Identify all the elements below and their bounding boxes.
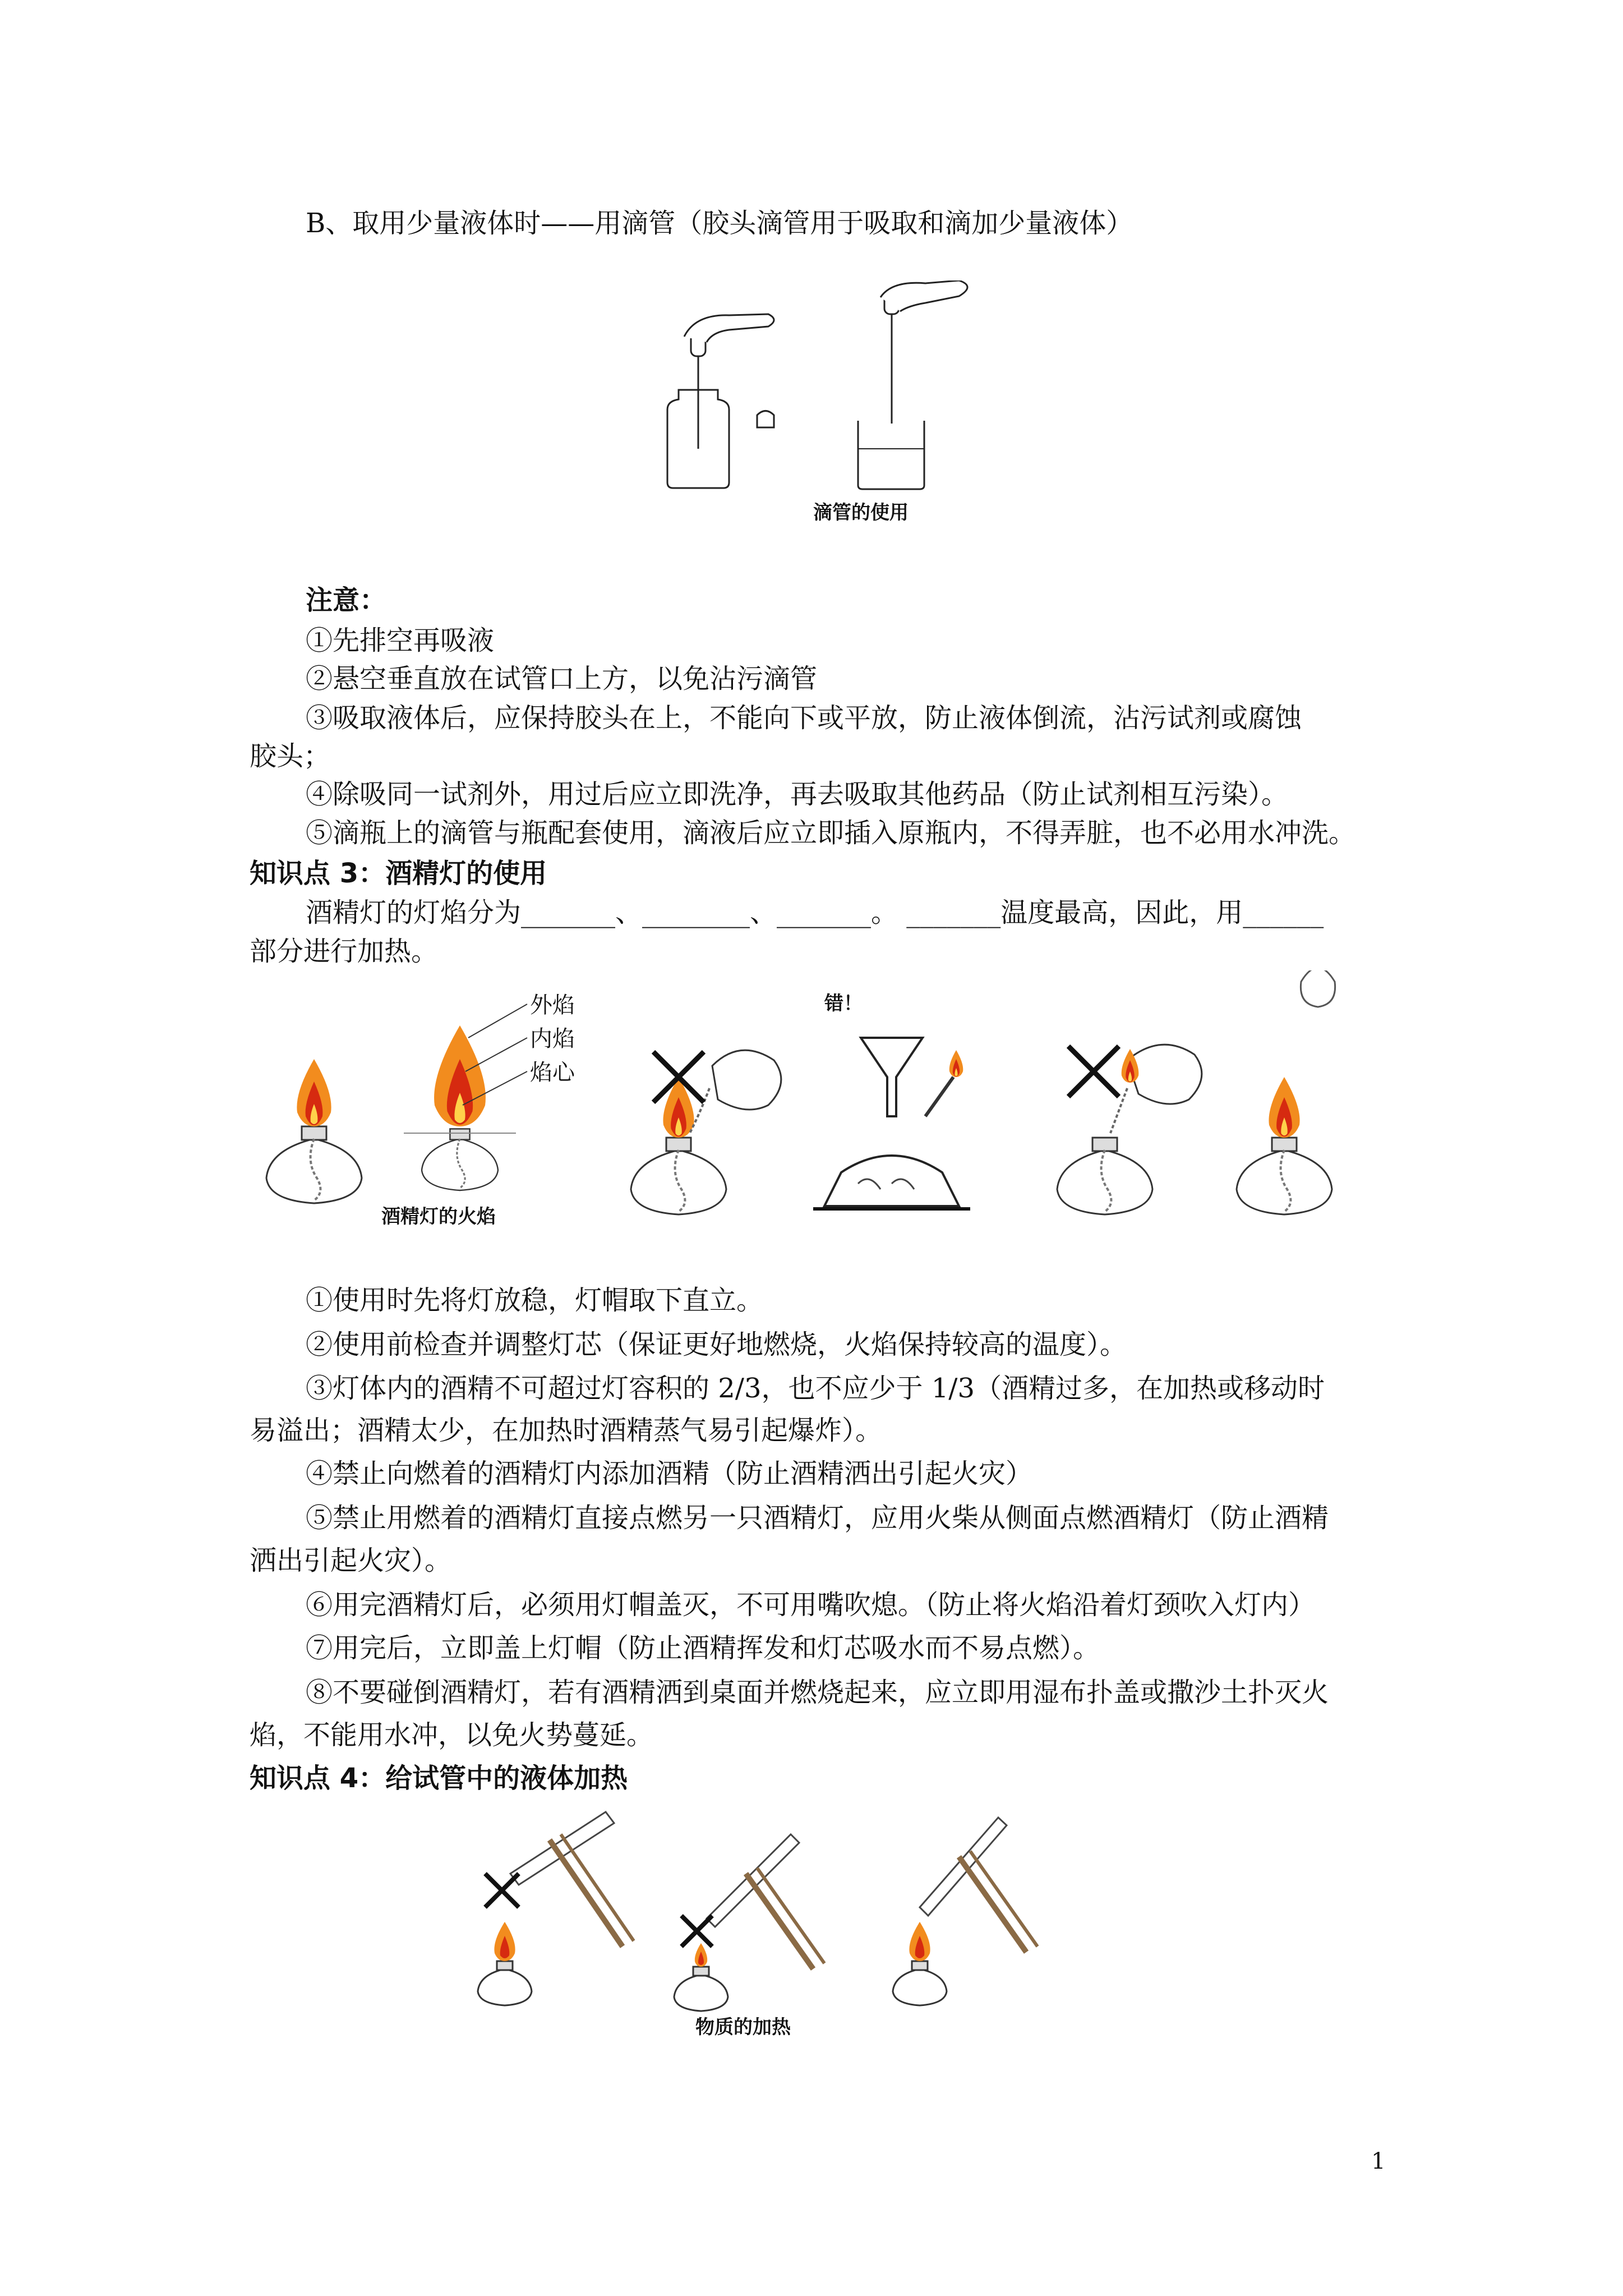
page-number: 1 (1371, 2148, 1386, 2174)
lamp-rule-4: ④禁止向燃着的酒精灯内添加酒精（防止酒精洒出引起火灾） (306, 1458, 1033, 1489)
lamp-rule-5: ⑤禁止用燃着的酒精灯直接点燃另一只酒精灯，应用火柴从侧面点燃酒精灯（防止酒精 (306, 1502, 1329, 1534)
notes-item-1: ①先排空再吸液 (306, 625, 495, 656)
notes-item-3-cont: 胶头； (250, 740, 331, 772)
notes-title: 注意： (306, 585, 387, 616)
lamp-warning-label: 错！ (824, 992, 863, 1015)
lamp-figure-caption: 酒精灯的火焰 (381, 1205, 496, 1228)
heating-wrong-2 (674, 1834, 824, 2011)
lamp-rule-6: ⑥用完酒精灯后，必须用灯帽盖灭，不可用嘴吹熄。（防止将火焰沿着灯颈吹入灯内） (306, 1589, 1316, 1621)
notes-item-2: ②悬空垂直放在试管口上方，以免沾污滴管 (306, 663, 818, 694)
flame-label-core: 焰心 (530, 1060, 575, 1085)
lamp-funnel-correct (813, 992, 970, 1209)
kp3-intro-line2: 部分进行加热。 (250, 936, 439, 967)
flame-label-outer: 外焰 (530, 992, 575, 1018)
flame-label-inner: 内焰 (530, 1026, 575, 1052)
kp3-title: 知识点 3：酒精灯的使用 (250, 858, 547, 889)
lamp-flame-diagram (404, 992, 576, 1190)
dropper-figure-caption: 滴管的使用 (813, 501, 909, 524)
dropper-beaker-illustration (858, 280, 967, 489)
dropper-figure (645, 280, 993, 539)
lamp-rule-8: ⑧不要碰倒酒精灯，若有酒精洒到桌面并燃烧起来，应立即用湿布扑盖或撒沙土扑灭火 (306, 1677, 1329, 1708)
lamp-rule-8-cont: 焰，不能用水冲，以免火势蔓延。 (250, 1719, 654, 1751)
lamp-rule-5-cont: 洒出引起火灾）。 (250, 1545, 452, 1576)
notes-item-4: ④除吸同一试剂外，用过后应立即洗净，再去吸取其他药品（防止试剂相互污染）。 (306, 779, 1289, 810)
kp4-title: 知识点 4：给试管中的液体加热 (250, 1763, 628, 1794)
lamp-lit-1 (266, 1059, 362, 1203)
dropper-bottle-illustration (667, 314, 774, 488)
notes-item-5: ⑤滴瓶上的滴管与瓶配套使用，滴液后应立即插入原瓶内，不得弄脏，也不必用水冲洗。 (306, 817, 1356, 849)
lamp-rule-7: ⑦用完后，立即盖上灯帽（防止酒精挥发和灯芯吸水而不易点燃）。 (306, 1632, 1100, 1664)
lamp-wrong-refill (631, 1050, 781, 1214)
heating-figure (477, 1806, 1094, 2042)
lamp-rule-3-cont: 易溢出；酒精太少，在加热时酒精蒸气易引起爆炸）。 (250, 1415, 883, 1446)
heating-figure-caption: 物质的加热 (695, 2016, 791, 2039)
lamp-rule-2: ②使用前检查并调整灯芯（保证更好地燃烧，火焰保持较高的温度）。 (306, 1329, 1127, 1360)
lamp-rule-1: ①使用时先将灯放稳，灯帽取下直立。 (306, 1285, 764, 1316)
kp3-intro-line1: 酒精灯的灯焰分为_______、________、_______。 _______温度最高，因此，用______ (306, 897, 1324, 928)
heating-correct (893, 1818, 1038, 2005)
alcohol-lamp-figure (247, 970, 1380, 1251)
lamp-cap-off (1237, 970, 1335, 1214)
section-b-heading: B、取用少量液体时——用滴管（胶头滴管用于吸取和滴加少量液体） (306, 208, 1133, 239)
notes-item-3: ③吸取液体后，应保持胶头在上，不能向下或平放，防止液体倒流，沾污试剂或腐蚀 (306, 702, 1302, 734)
lamp-rule-3: ③灯体内的酒精不可超过灯容积的 2/3，也不应少于 1/3（酒精过多，在加热或移动时 (306, 1373, 1325, 1404)
lamp-wrong-light-from-lamp (1057, 1045, 1202, 1214)
heating-wrong-1 (478, 1812, 634, 2005)
